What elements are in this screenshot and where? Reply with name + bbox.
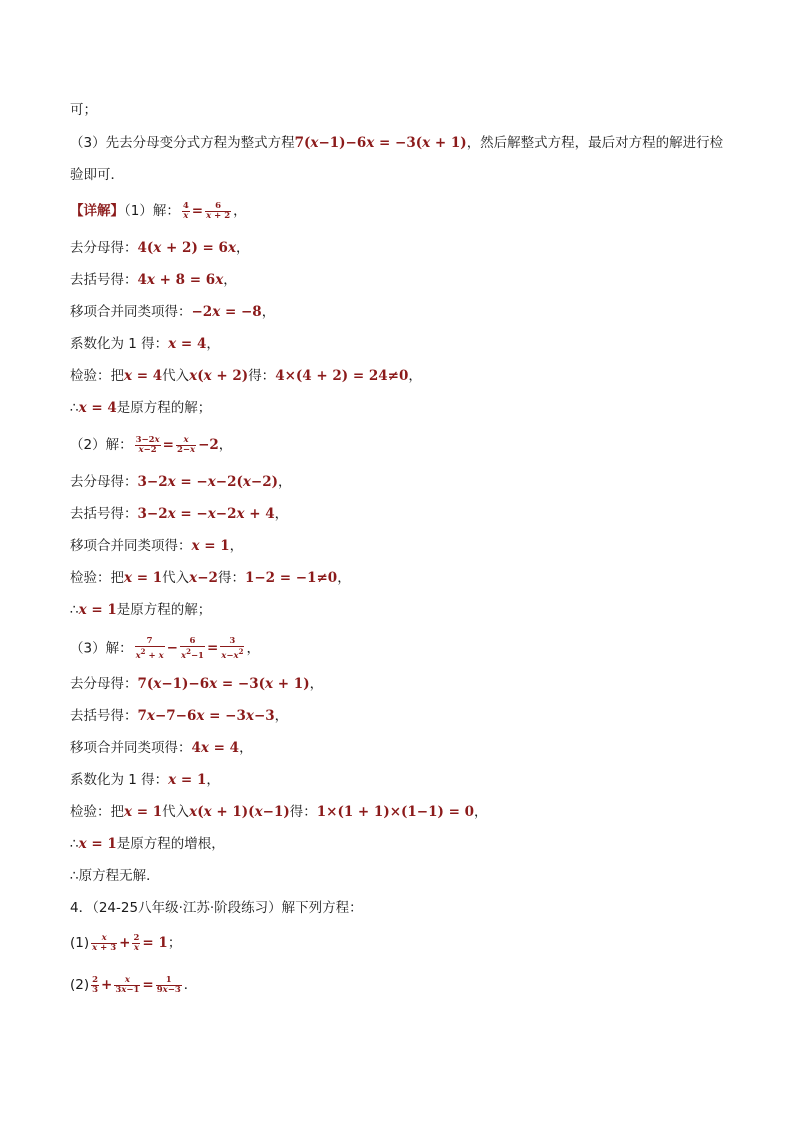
detail-tag: 【详解】	[70, 203, 124, 219]
line-hint-3: （3）先去分母变分式方程为整式方程7(x−1)−6x = −3(x + 1)，然后解整式方程，最后对方程的解进行检	[70, 135, 724, 151]
line-1-step3: 移项合并同类项得：−2x = −8，	[70, 304, 276, 320]
question-4-part-2: (2) $\frac{2}{3}$ + $\frac{x}{3x-1}$ = $\frac{1}{9x-3}$ ．	[70, 975, 198, 995]
line-3-step2: 去括号得：7x−7−6x = −3x−3，	[70, 708, 289, 724]
line-2-step1: 去分母得：3−2x = −x−2(x−2)，	[70, 474, 292, 490]
line-3-step1: 去分母得：7(x−1)−6x = −3(x + 1)，	[70, 676, 324, 692]
line-2-step3: 移项合并同类项得：x = 1，	[70, 538, 244, 554]
line-1-check: 检验：把x = 4代入x(x + 2)得：4×(4 + 2) = 24≠0，	[70, 368, 422, 384]
line-1-step2: 去括号得：4x + 8 = 6x，	[70, 272, 237, 288]
line-3-no-solution: ∴原方程无解．	[70, 868, 160, 884]
line-3-step3: 移项合并同类项得：4x = 4，	[70, 740, 253, 756]
line-detail-3: （3）解： $\frac{7}{x^2 + x}$ − $\frac{6}{x^2-1}$ = $\frac{3}{x-x^2}$ ，	[70, 636, 260, 661]
line-hint-3-cont: 验即可．	[70, 167, 124, 183]
question-4-part-1: (1) $\frac{x}{x + 3}$ + $\frac{2}{x}$ = 1；	[70, 933, 182, 953]
line-3-step4: 系数化为 1 得：x = 1，	[70, 772, 220, 788]
line-2-step2: 去括号得：3−2x = −x−2x + 4，	[70, 506, 289, 522]
line-1-step4: 系数化为 1 得：x = 4，	[70, 336, 220, 352]
line-conclusion: 可；	[70, 102, 97, 118]
line-detail-2: （2）解： $\frac{3-2x}{x-2}$ = $\frac{x}{2-x}$ −2，	[70, 435, 233, 455]
question-4-title: 4．（24-25八年级·江苏·阶段练习）解下列方程：	[70, 900, 363, 916]
line-2-check: 检验：把x = 1代入x−2得：1−2 = −1≠0，	[70, 570, 351, 586]
line-3-check: 检验：把x = 1代入x(x + 1)(x−1)得：1×(1 + 1)×(1−1) = 0，	[70, 804, 488, 820]
line-2-result: ∴x = 1是原方程的解；	[70, 602, 212, 618]
line-detail-1: 【详解】（1）解： $\frac{4}{x}$ = $\frac{6}{x + 2}$ ，	[70, 201, 247, 221]
line-3-extraneous: ∴x = 1是原方程的增根，	[70, 836, 225, 852]
line-1-step1: 去分母得：4(x + 2) = 6x，	[70, 240, 250, 256]
line-1-result: ∴x = 4是原方程的解；	[70, 400, 212, 416]
